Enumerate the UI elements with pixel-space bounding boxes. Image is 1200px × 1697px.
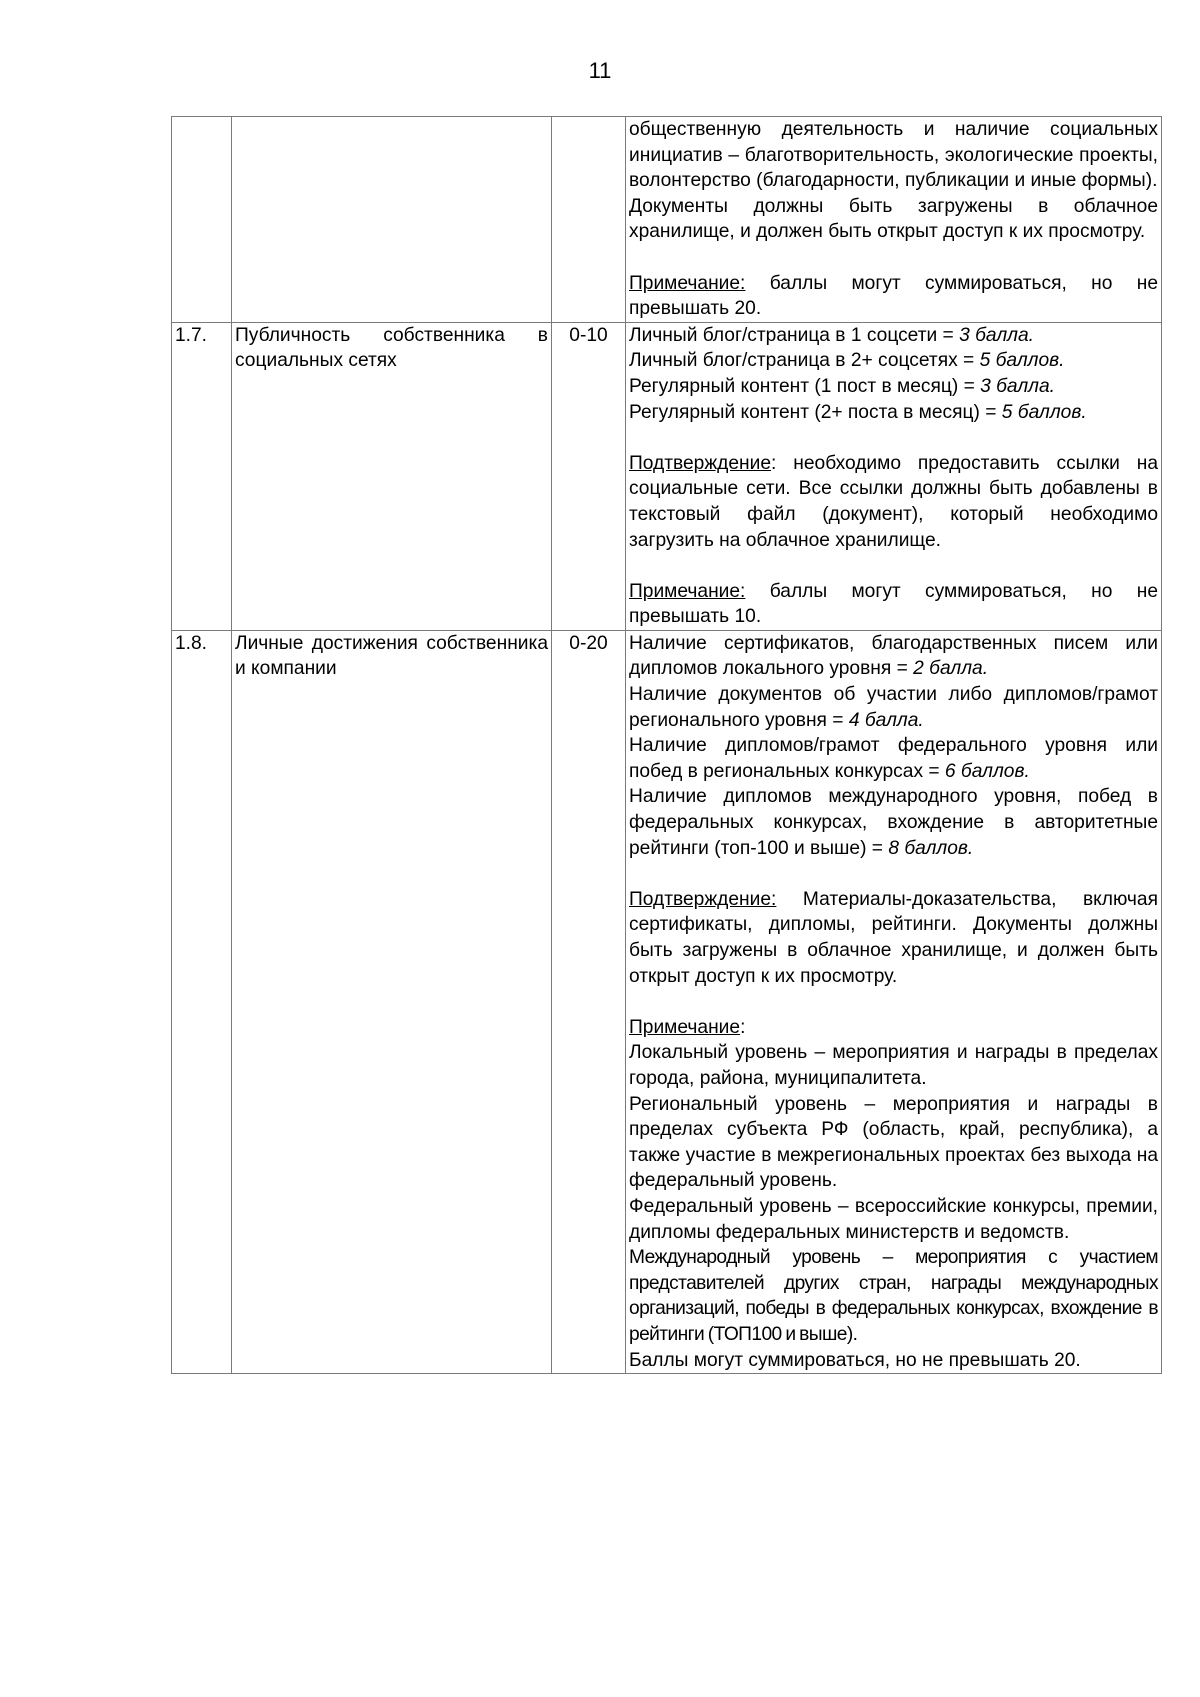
page-number: 11: [588, 58, 612, 83]
cell-name: [232, 117, 552, 323]
criterion: Регулярный контент (1 пост в месяц) = 3 балла.: [629, 375, 1056, 397]
note-text: баллы могут суммироваться, но не превышать 20.: [629, 272, 1158, 320]
cell-num: [172, 117, 232, 323]
continuation-text: Документы должны быть загружены в облачное хранилище, и должен быть открыт доступ к их просмотру.: [629, 195, 1158, 243]
note-label: Примечание: [629, 1016, 741, 1038]
table-row: [172, 630, 1162, 1373]
criterion: Личный блог/страница в 1 соцсети = 3 балла.: [629, 324, 1034, 346]
cell-points: [552, 117, 626, 323]
cell-name: Личные достижения собственника и компании: [232, 630, 552, 1373]
note-line: Федеральный уровень – всероссийские конкурсы, премии, дипломы федеральных министерств и ведомств.: [629, 1195, 1158, 1243]
note-heading: Примечание:: [629, 1016, 746, 1038]
cell-description: [626, 117, 1162, 323]
note-paragraph: [629, 271, 1158, 322]
scoring-table: [171, 116, 1162, 1374]
cell-description: [626, 630, 1162, 1373]
note-line: Баллы могут суммироваться, но не превышать 20.: [629, 1349, 1081, 1371]
table-row-continuation: [172, 117, 1162, 323]
note-label: Примечание:: [629, 580, 746, 602]
note-line: Локальный уровень – мероприятия и награды в пределах города, района, муниципалитета.: [629, 1042, 1158, 1089]
criterion: Личный блог/страница в 2+ соцсетях = 5 баллов.: [629, 350, 1065, 372]
criterion: Регулярный контент (2+ поста в месяц) = 5 баллов.: [629, 401, 1087, 423]
cell-name: Публичность собственника в социальных сетях: [232, 322, 552, 630]
cell-num: 1.7.: [172, 322, 232, 630]
confirmation-label: Подтверждение:: [629, 888, 777, 910]
cell-num: 1.8.: [172, 630, 232, 1373]
note-line: Международный уровень – мероприятия с участием представителей других стран, награды международных организаций, победы в федеральных конкурсах, вхождение в рейтинги (ТОП100 и выше).: [629, 1247, 1158, 1345]
cell-points: 0-20: [552, 630, 626, 1373]
cell-points: 0-10: [552, 322, 626, 630]
criterion: Наличие дипломов/грамот федерального уровня или побед в региональных конкурсах = 6 баллов.: [629, 735, 1158, 782]
confirmation-label: Подтверждение: [629, 452, 772, 474]
criterion: Наличие дипломов международного уровня, побед в федеральных конкурсах, вхождение в авторитетные рейтинги (топ-100 и выше) = 8 баллов.: [629, 786, 1158, 859]
continuation-text: общественную деятельность и наличие социальных инициатив – благотворительность, экологические проекты, волонтерство (благодарности, публикации и иные формы).: [629, 119, 1158, 192]
criterion: Наличие документов об участии либо дипломов/грамот регионального уровня = 4 балла.: [629, 684, 1158, 731]
note-label: Примечание:: [629, 272, 746, 294]
cell-description: [626, 322, 1162, 630]
note-line: Региональный уровень – мероприятия и награды в пределах субъекта РФ (область, край, республика), а также участие в межрегиональных проектах без выхода на федеральный уровень.: [629, 1093, 1158, 1192]
table-row: [172, 322, 1162, 630]
confirmation-paragraph: Подтверждение: необходимо предоставить ссылки на социальные сети. Все ссылки должны быть добавлены в текстовый файл (документ), который необходимо загрузить на облачное хранилище.: [629, 452, 1158, 551]
confirmation-paragraph: Подтверждение: Материалы-доказательства, включая сертификаты, дипломы, рейтинги. Документы должны быть загружены в облачное хранилище, и должен быть открыт доступ к их просмотру.: [629, 888, 1158, 987]
note-paragraph: Примечание: баллы могут суммироваться, но не превышать 10.: [629, 580, 1158, 628]
criterion: Наличие сертификатов, благодарственных писем или дипломов локального уровня = 2 балла.: [629, 632, 1158, 680]
